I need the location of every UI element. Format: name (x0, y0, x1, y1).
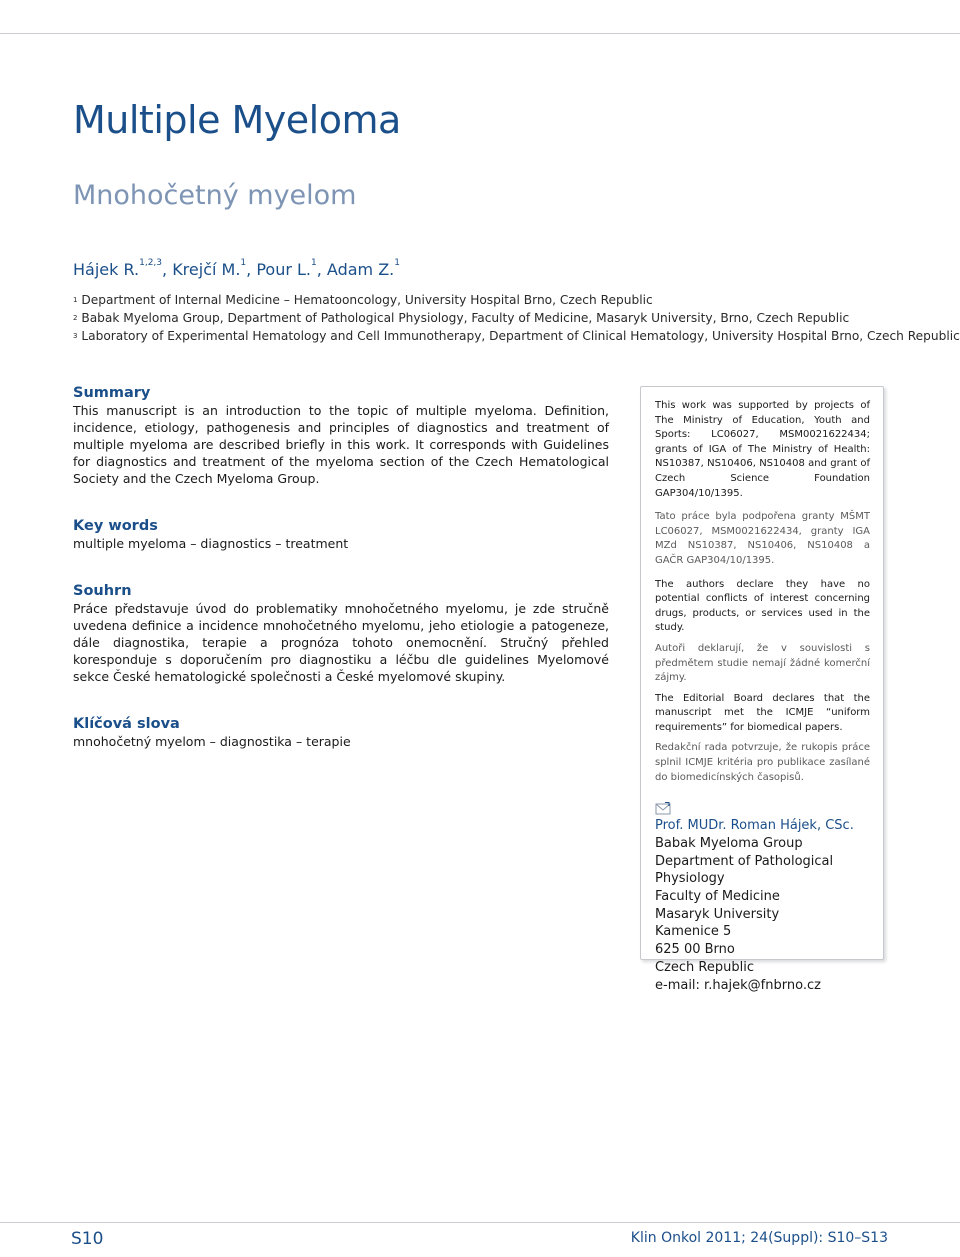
abstract-column (73, 384, 609, 750)
souhrn-text: Práce představuje úvod do problematiky mnohočetného myelomu, je zde stručně uvedena definice a incidence mnohočetného myelomu, jeho etiologie a patogeneze, dále diagnostika, terapie a prognóza tohoto onemocnění. Stručný přehled koresponduje s doporučením pro diagnostiku a léčbu dle guidelines Myelomové sekce České hematologické společnosti a České myelomové skupiny. (73, 601, 609, 684)
affiliation-number: 3 (73, 332, 78, 340)
author-affil-ref: 1 (311, 258, 317, 268)
editorial-statement-en: The Editorial Board declares that the manuscript met the ICMJE “uniform requirements” for biomedical papers. (655, 692, 870, 733)
address-line: Department of Pathological (655, 853, 834, 869)
article-subtitle: Mnohočetný myelom (73, 180, 357, 211)
support-statement-cz: Tato práce byla podpořena granty MŠMT LC06027, MSM0021622434, granty IGA MZd NS10387, NS10406, NS10408 a GAČR GAP304/10/1395. (655, 511, 870, 566)
editorial-statement-cz: Redakční rada potvrzuje, že rukopis práce splnil ICMJE kritéria pro publikace zasílané do biomedicínských časopisů. (655, 742, 870, 783)
footer-rule (0, 1222, 960, 1223)
top-rule (0, 33, 960, 34)
address-line: Physiology (655, 871, 725, 887)
affiliation-text: Laboratory of Experimental Hematology and Cell Immunotherapy, Department of Clinical Hematology, University Hospital Brno, Czech Republic (81, 329, 960, 343)
author-name: Adam Z. (326, 260, 395, 279)
keywords-heading: Key words (73, 518, 158, 534)
affiliation-item (73, 309, 903, 327)
address-line: 625 00 Brno (655, 942, 735, 958)
address-line: Faculty of Medicine (655, 889, 780, 905)
author-affil-ref: 1,2,3 (139, 258, 163, 268)
author-name: Pour L. (256, 260, 311, 279)
author-name: Hájek R. (73, 260, 140, 279)
author-list: Hájek R.$^{1,2,3}$, Krejčí M.$^1$, Pour L.$^1$, Adam Z.$^1$ (73, 258, 400, 279)
envelope-icon (655, 801, 671, 815)
affiliation-text: Babak Myeloma Group, Department of Pathological Physiology, Faculty of Medicine, Masaryk University, Brno, Czech Republic (81, 311, 850, 325)
affiliation-item (73, 327, 960, 345)
address-line: Czech Republic (655, 959, 754, 975)
email-line: e-mail: r.hajek@fnbrno.cz (655, 977, 821, 993)
affiliation-number: 1 (73, 296, 78, 304)
author-name: Krejčí M. (172, 260, 241, 279)
klicova-slova-text: mnohočetný myelom – diagnostika – terapie (73, 734, 351, 749)
correspondence-address (655, 817, 870, 994)
affiliation-list (73, 291, 960, 345)
affiliation-number: 2 (73, 314, 78, 322)
info-sidebar (640, 386, 884, 993)
summary-heading: Summary (73, 385, 151, 401)
affiliation-text: Department of Internal Medicine – Hematooncology, University Hospital Brno, Czech Republic (81, 293, 653, 307)
conflict-statement-cz: Autoři deklarují, že v souvislosti s předmětem studie nemají žádné komerční zájmy. (655, 642, 870, 684)
journal-citation: Klin Onkol 2011; 24(Suppl): S10–S13 (630, 1230, 888, 1246)
souhrn-heading: Souhrn (73, 583, 132, 599)
summary-text: This manuscript is an introduction to the topic of multiple myeloma. Definition, incidence, etiology, pathogenesis and principles of diagnostics and treatment of multiple myeloma are described briefly in this work. It corresponds with Guidelines for diagnostics and treatment of the myeloma section of the Czech Hematological Society and the Czech Myeloma Group. (73, 403, 609, 486)
article-title: Multiple Myeloma (73, 98, 401, 142)
address-line: Babak Myeloma Group (655, 835, 803, 851)
author-affil-ref: 1 (240, 258, 247, 268)
address-line: Kamenice 5 (655, 924, 732, 940)
author-affil-ref: 1 (394, 258, 400, 268)
page-number: S10 (71, 1229, 104, 1249)
corresponding-author-name: Prof. MUDr. Roman Hájek, CSc. (655, 818, 854, 834)
support-statement-en: This work was supported by projects of The Ministry of Education, Youth and Sports: LC06027, MSM0021622434; grants of IGA of The Ministry of Health: NS10387, NS10406, NS10408 and grant of Czech Science Foundation GAP304/10/1395. (655, 400, 870, 499)
conflict-statement-en: The authors declare they have no potential conflicts of interest concerning drugs, products, or services used in the study. (655, 578, 870, 634)
keywords-text: multiple myeloma – diagnostics – treatment (73, 536, 349, 551)
address-line: Masaryk University (655, 906, 780, 922)
klicova-slova-heading: Klíčová slova (73, 716, 180, 732)
affiliation-item (73, 291, 903, 309)
